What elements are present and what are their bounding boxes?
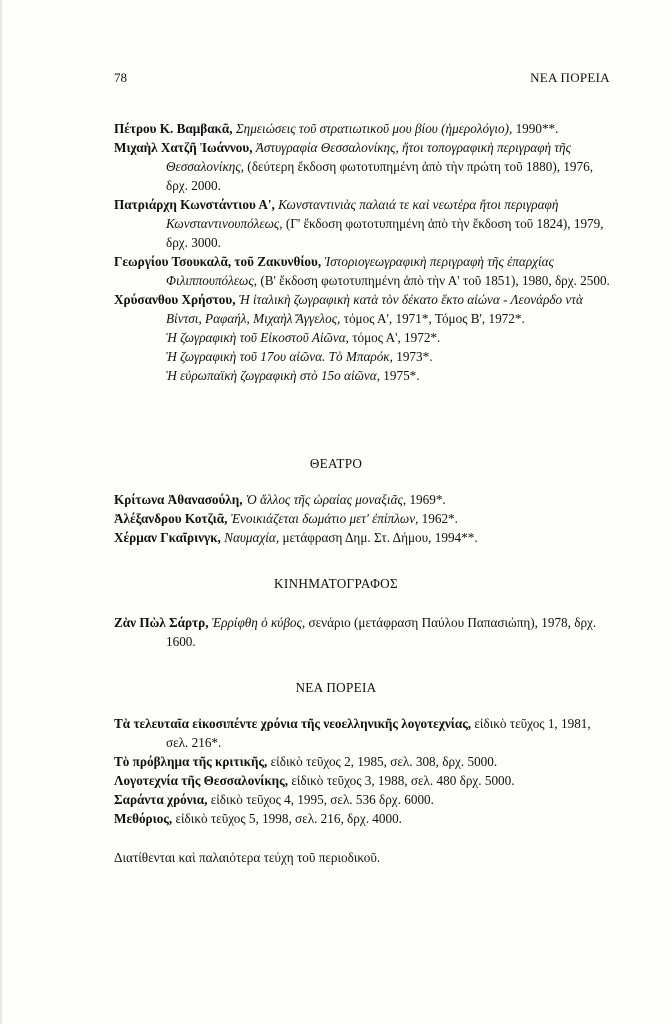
entry-title: Ἀστυγραφία Θεσσαλονίκης, ἤτοι τοπογραφικὴ περιγραφὴ τῆς Θεσσαλονίκης, [166, 140, 571, 174]
entry-details: τόμος Α', 1971*, Τόμος Β', 1972*. [343, 311, 525, 326]
entry-author: Ζὰν Πὼλ Σάρτρ, [114, 615, 209, 630]
list-item [114, 138, 614, 195]
list-item [114, 809, 614, 828]
list-item [114, 290, 614, 385]
issue-details: εἰδικὸ τεῦχος 5, 1998, σελ. 216, δρχ. 4000. [175, 811, 402, 826]
sub-work [166, 347, 614, 366]
entry-title: Ὁ ἄλλος τῆς ὡραίας μοναξιᾶς, [245, 492, 407, 507]
entry-details: 1969*. [409, 492, 446, 507]
entry-details: (Γ' ἔκδοση φωτοτυπημένη ἀπὸ τὴν ἔκδοση τοῦ 1824), 1979, δρχ. 3000. [166, 216, 604, 250]
entry-author: Μιχαὴλ Χατζῆ Ἰωάννου, [114, 140, 253, 155]
list-item [114, 771, 614, 790]
entry-details: μετάφραση Δημ. Στ. Δήμου, 1994**. [282, 530, 478, 545]
entry-author: Πατριάρχη Κωνστάντιου Α', [114, 197, 275, 212]
entry-title: Ναυμαχία, [224, 530, 280, 545]
entry-title: Ἐνοικιάζεται δωμάτιο μετ' ἐπίπλων, [230, 511, 419, 526]
entry-title: Ἐρρίφθη ὁ κύβος, [211, 615, 306, 630]
issue-title: Τὰ τελευταῖα εἰκοσιπέντε χρόνια τῆς νεοελληνικῆς λογοτεχνίας, [114, 716, 472, 731]
sub-work [166, 328, 614, 347]
cinema-list [114, 613, 614, 651]
entry-author: Ἀλέξανδρου Κοτζιᾶ, [114, 511, 228, 526]
list-item [114, 195, 614, 252]
sub-work-details: 1973*. [396, 349, 433, 364]
issue-details: εἰδικὸ τεῦχος 1, 1981, σελ. 216*. [166, 716, 591, 750]
entry-details: (Β' ἔκδοση φωτοτυπημένη ἀπὸ τὴν Α' τοῦ 1851), 1980, δρχ. 2500. [260, 273, 610, 288]
list-item [114, 752, 614, 771]
books-list [114, 119, 614, 385]
availability-note: Διατίθενται καὶ παλαιότερα τεύχη τοῦ περιοδικοῦ. [114, 850, 381, 865]
entry-author: Γεωργίου Τσουκαλᾶ, τοῦ Ζακυνθίου, [114, 254, 322, 269]
journal-issues-list [114, 714, 614, 828]
issue-title: Σαράντα χρόνια, [114, 792, 208, 807]
issue-title: Μεθόριος, [114, 811, 173, 826]
list-item [114, 790, 614, 809]
list-item [114, 490, 614, 509]
entry-title: Ἡ ἰταλικὴ ζωγραφικὴ κατὰ τὸν δέκατο ἕκτο αἰώνα - Λεονάρδο ντὰ Βίντσι, Ραφαήλ, Μιχαὴλ Ἄγγελος, [166, 292, 583, 326]
section-heading-nea-poreia: ΝΕΑ ΠΟΡΕΙΑ [295, 680, 377, 695]
entry-author: Χρύσανθου Χρήστου, [114, 292, 236, 307]
issue-title: Λογοτεχνία τῆς Θεσσαλονίκης, [114, 773, 289, 788]
entry-author: Χέρμαν Γκαῖρινγκ, [114, 530, 221, 545]
section-heading-cinema: ΚΙΝΗΜΑΤΟΓΡΑΦΟΣ [274, 576, 398, 591]
running-head: ΝΕΑ ΠΟΡΕΙΑ [530, 70, 610, 85]
sub-work [166, 366, 614, 385]
list-item [114, 528, 614, 547]
page-number: 78 [114, 70, 127, 85]
list-item [114, 714, 614, 752]
sub-work-title: Ἡ εὐρωπαϊκὴ ζωγραφικὴ στὸ 15ο αἰῶνα, [166, 368, 380, 383]
list-item [114, 509, 614, 528]
list-item [114, 252, 614, 290]
issue-details: εἰδικὸ τεῦχος 3, 1988, σελ. 480 δρχ. 5000. [291, 773, 515, 788]
issue-details: εἰδικὸ τεῦχος 4, 1995, σελ. 536 δρχ. 6000. [210, 792, 434, 807]
issue-details: εἰδικὸ τεῦχος 2, 1985, σελ. 308, δρχ. 5000. [270, 754, 498, 769]
sub-work-title: Ἡ ζωγραφικὴ τοῦ Εἰκοστοῦ Αἰῶνα, [166, 330, 349, 345]
entry-title: Ἱστοριογεωγραφικὴ περιγραφὴ τῆς ἐπαρχίας Φιλιππουπόλεως, [166, 254, 554, 288]
entry-author: Πέτρου Κ. Βαμβακᾶ, [114, 121, 233, 136]
entry-details: (δεύτερη ἔκδοση φωτοτυπημένη ἀπὸ τὴν πρώτη τοῦ 1880), 1976, δρχ. 2000. [166, 159, 593, 193]
list-item [114, 119, 614, 138]
entry-details: 1990**. [515, 121, 559, 136]
list-item [114, 613, 614, 651]
entry-title: Σημειώσεις τοῦ στρατιωτικοῦ μου βίου (ἡμερολόγιο), [235, 121, 513, 136]
entry-details: σενάριο (μετάφραση Παύλου Παπασιώπη), 1978, δρχ. 1600. [166, 615, 597, 649]
entry-details: 1962*. [421, 511, 458, 526]
issue-title: Τὸ πρόβλημα τῆς κριτικῆς, [114, 754, 268, 769]
scan-edge [0, 0, 2, 1024]
theatre-list [114, 490, 614, 547]
sub-work-details: 1975*. [383, 368, 420, 383]
section-heading-theatre: ΘΕΑΤΡΟ [309, 456, 363, 471]
sub-work-title: Ἡ ζωγραφικὴ τοῦ 17ου αἰῶνα. Τὸ Μπαρόκ, [166, 349, 393, 364]
entry-author: Κρίτωνα Ἀθανασούλη, [114, 492, 243, 507]
entry-title: Κωνσταντινιὰς παλαιά τε καὶ νεωτέρα ἤτοι περιγραφὴ Κωνσταντινουπόλεως, [166, 197, 559, 231]
sub-work-details: τόμος Α', 1972*. [352, 330, 441, 345]
